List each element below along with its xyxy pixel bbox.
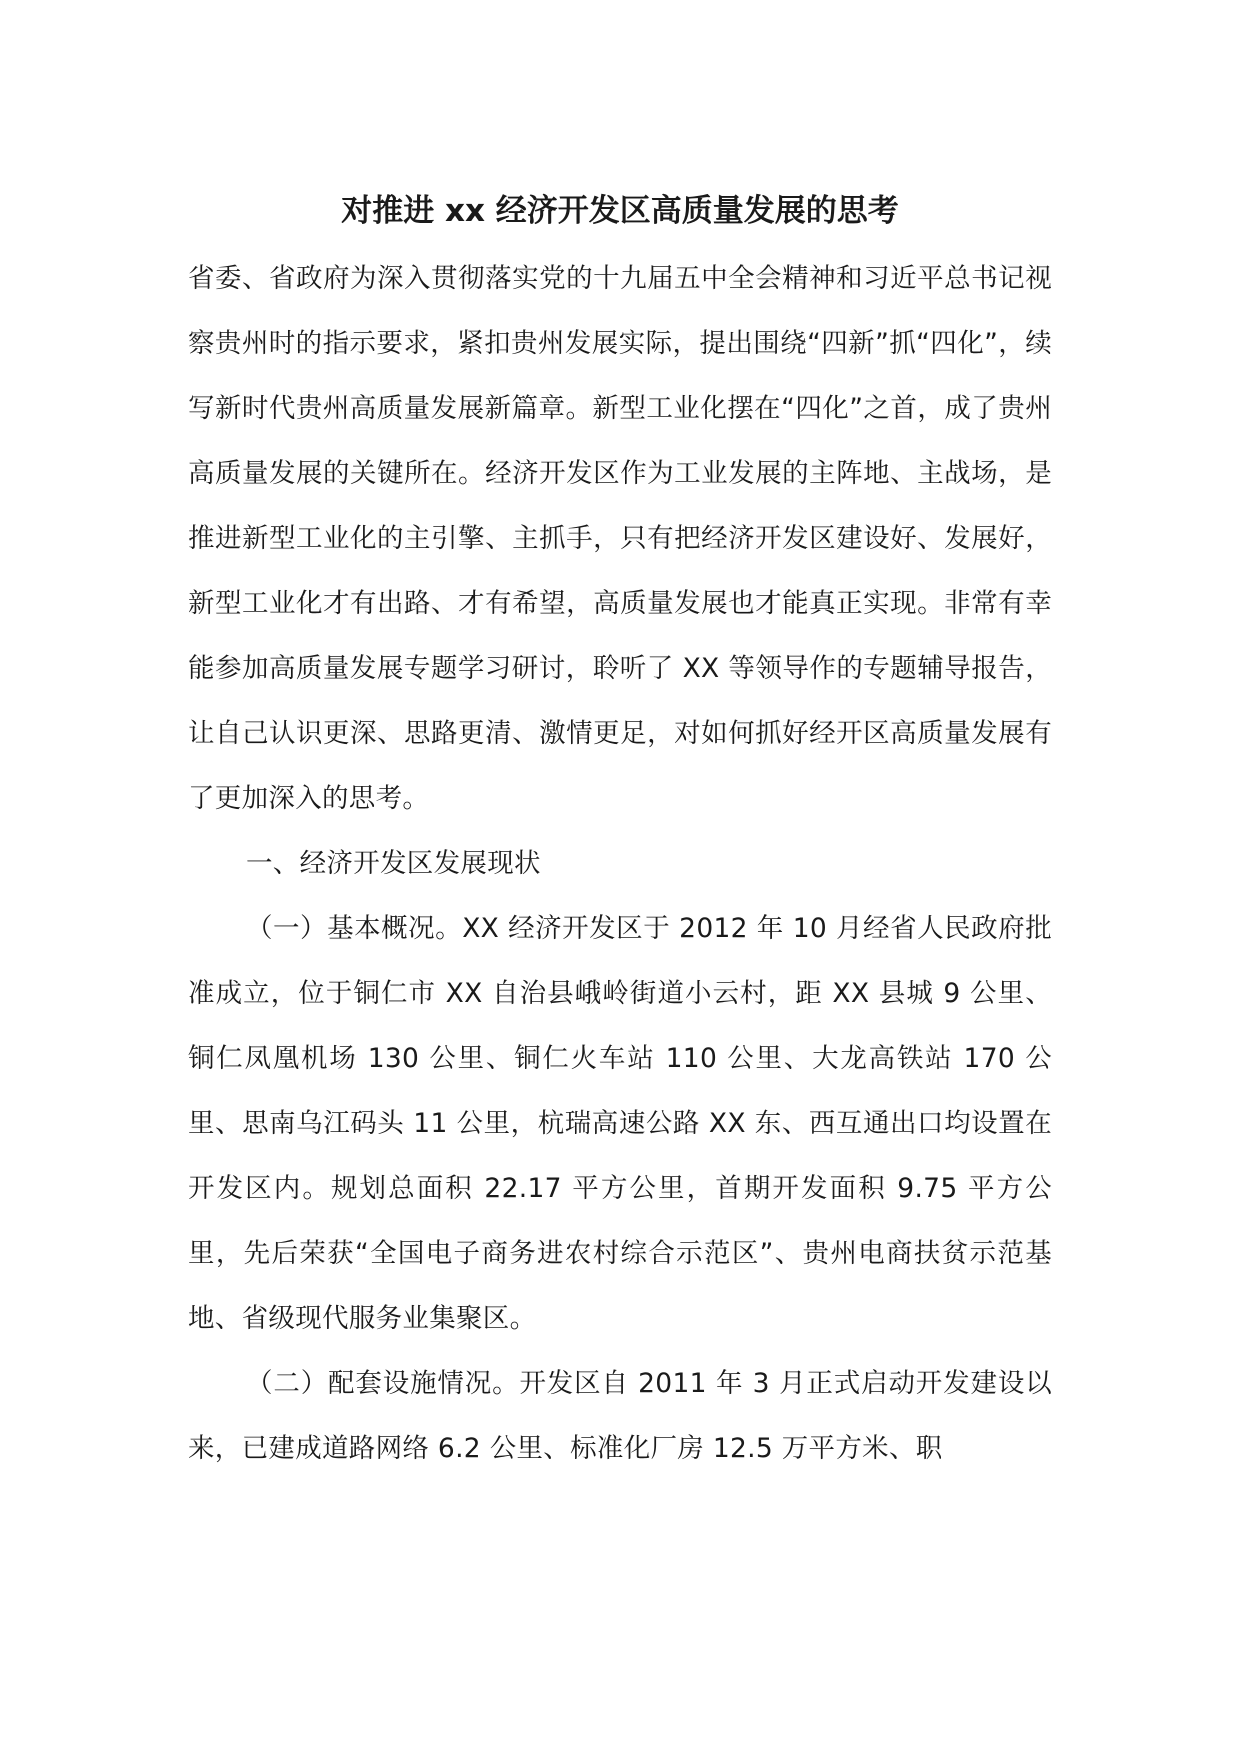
section-heading: 一、经济开发区发展现状 (246, 848, 541, 879)
document-page (188, 0, 1052, 1754)
overview-paragraph: （一）基本概况。XX 经济开发区于 2012 年 10 月经省人民政府批准成立，位于铜仁市 XX 自治县峨岭街道小云村，距 XX 县城 9 公里、铜仁凤凰机场 130 公里、铜仁火车站 110 公里、大龙高铁站 170 公里、思南乌江码头 11 公里，杭瑞高速公路 XX 东、西互通出口均设置在开发区内。规划总面积 22.17 平方公里，首期开发面积 9.75 平方公里，先后荣获“全国电子商务进农村综合示范区”、贵州电商扶贫示范基地、省级现代服务业集聚区。 (188, 913, 1052, 1334)
facilities-paragraph: （二）配套设施情况。开发区自 2011 年 3 月正式启动开发建设以来，已建成道路网络 6.2 公里、标准化厂房 12.5 万平方米、职 (188, 1368, 1052, 1464)
intro-paragraph: 省委、省政府为深入贯彻落实党的十九届五中全会精神和习近平总书记视察贵州时的指示要求，紧扣贵州发展实际，提出围绕“四新”抓“四化”，续写新时代贵州高质量发展新篇章。新型工业化摆在“四化”之首，成了贵州高质量发展的关键所在。经济开发区作为工业发展的主阵地、主战场，是推进新型工业化的主引擎、主抓手，只有把经济开发区建设好、发展好，新型工业化才有出路、才有希望，高质量发展也才能真正实现。非常有幸能参加高质量发展专题学习研讨，聆听了 XX 等领导作的专题辅导报告，让自己认识更深、思路更清、激情更足，对如何抓好经开区高质量发展有了更加深入的思考。 (188, 263, 1052, 814)
document-title: 对推进 xx 经济开发区高质量发展的思考 (341, 193, 899, 229)
document-body (188, 246, 1052, 1481)
